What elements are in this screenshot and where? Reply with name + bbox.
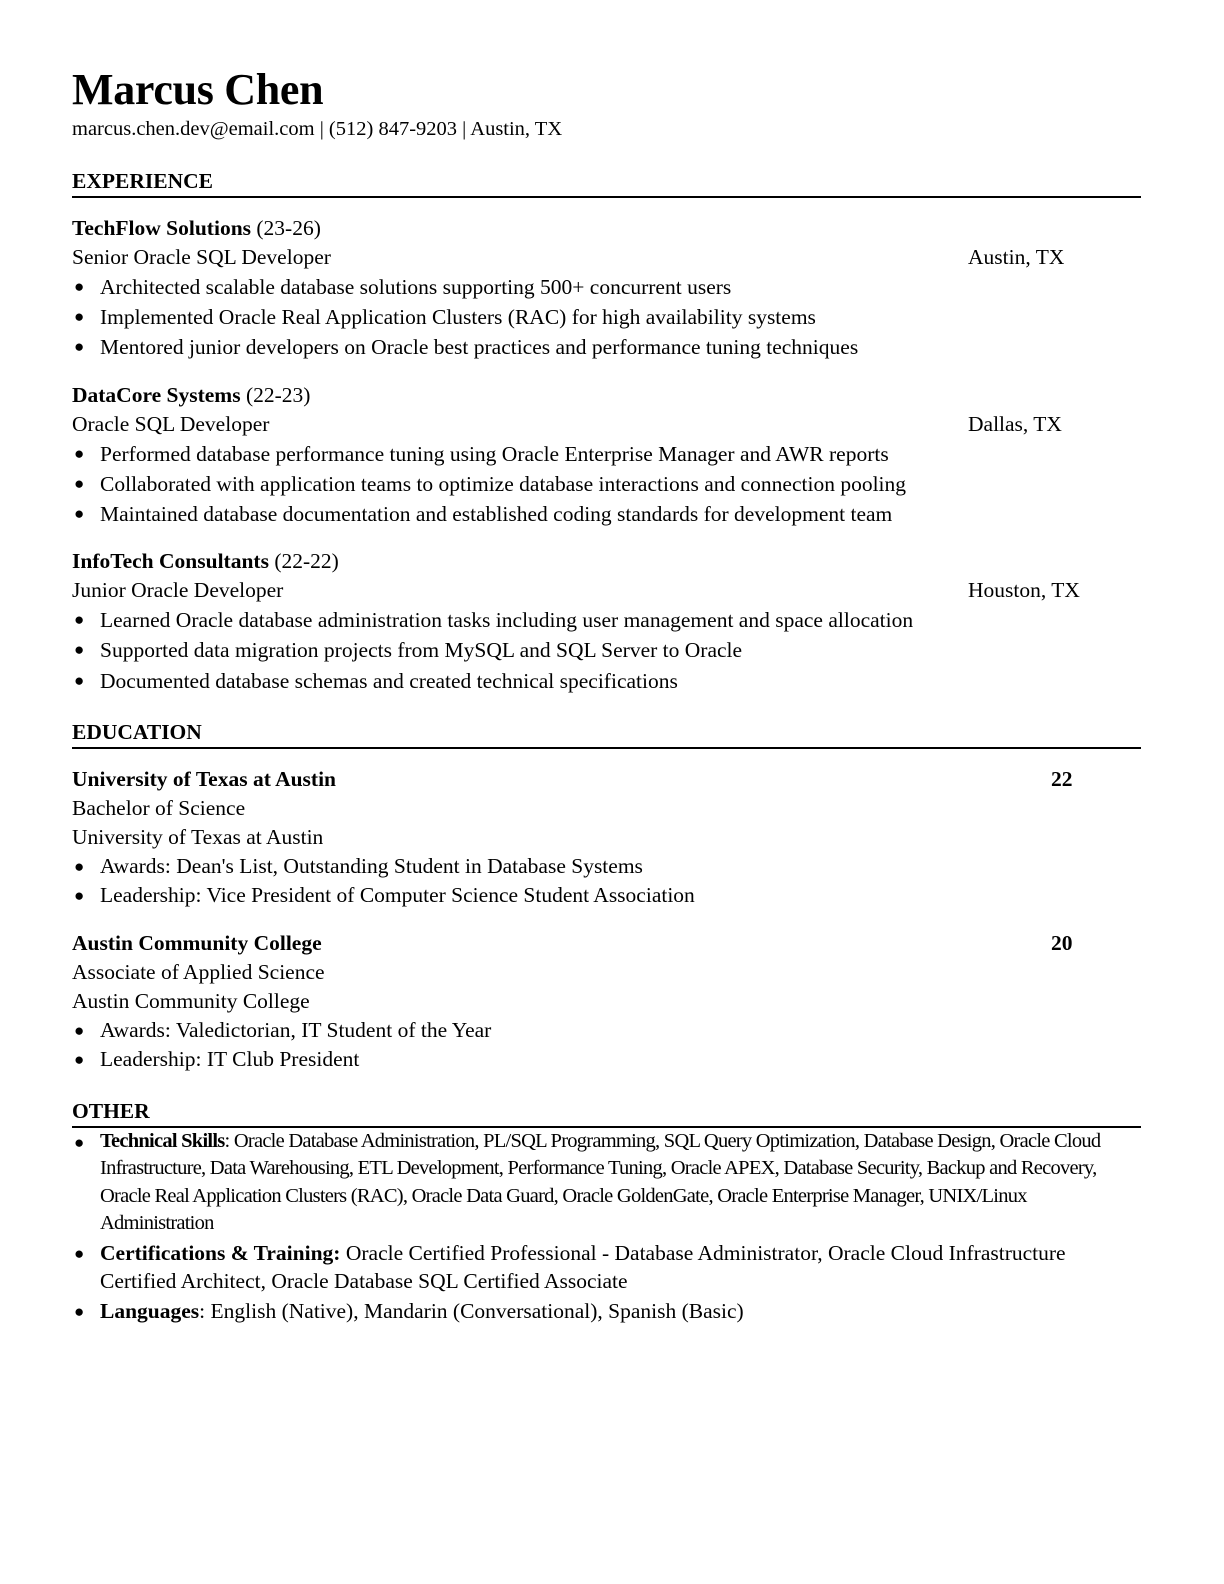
company-name: TechFlow Solutions	[72, 216, 252, 240]
graduation-year: 22	[1051, 766, 1073, 791]
technical-skills-item	[72, 1128, 1141, 1238]
bullet-icon: ●	[74, 504, 85, 524]
item-text: : English (Native), Mandarin (Conversational), Spanish (Basic)	[199, 1299, 744, 1324]
bullet-icon: ●	[74, 337, 85, 357]
education-entry	[72, 929, 1141, 1075]
bullet-icon: ●	[74, 1020, 85, 1040]
candidate-name: Marcus Chen	[72, 65, 324, 114]
bullet-icon: ●	[74, 670, 85, 690]
achievement-list	[72, 439, 1141, 530]
bullet-icon: ●	[74, 277, 85, 296]
degree: Bachelor of Science	[72, 795, 246, 820]
section-title-other: OTHER	[72, 1097, 1141, 1128]
bullet-icon: ●	[74, 856, 85, 876]
honors-list	[72, 1016, 1141, 1075]
list-item: ● Documented database schemas and created technical specifications	[72, 666, 1141, 696]
item-label: Certifications & Training:	[100, 1241, 341, 1266]
list-item: ● Maintained database documentation and established coding standards for development team	[72, 499, 1141, 529]
bullet-icon: ●	[74, 443, 85, 463]
bullet-icon: ●	[74, 610, 85, 630]
bullet-icon: ●	[74, 640, 85, 660]
list-item: ● Performed database performance tuning using Oracle Enterprise Manager and AWR reports	[72, 439, 1141, 469]
job-location: Austin, TX	[968, 245, 1065, 269]
bullet-icon: ●	[74, 1132, 85, 1152]
list-item: ● Awards: Valedictorian, IT Student of the Year	[72, 1016, 1141, 1046]
achievement-list	[72, 272, 1141, 363]
list-item: ● Architected scalable database solutions supporting 500+ concurrent users	[72, 272, 1141, 302]
degree: Associate of Applied Science	[72, 959, 325, 984]
experience-entry	[72, 547, 1141, 696]
job-title: Junior Oracle Developer	[72, 578, 284, 603]
languages-item	[72, 1297, 1141, 1325]
bullet-icon: ●	[74, 307, 85, 327]
institution: Austin Community College	[72, 988, 310, 1013]
list-item: ● Leadership: IT Club President	[72, 1045, 1141, 1075]
achievement-list	[72, 605, 1141, 696]
item-text: Oracle Certified Professional - Database Administrator, Oracle Cloud Infrastructure Certified Architect, Oracle Database SQL Certified Associate	[100, 1241, 1066, 1294]
item-text: : Oracle Database Administration, PL/SQL Programming, SQL Query Optimization, Database Design, Oracle Cloud Infrastructure, Data Warehousing, ETL Development, Performance Tuning, Oracle APEX, Database Security, Backup and Recovery, Oracle Real Application Clusters (RAC), Oracle Data Guard, Oracle GoldenGate, Oracle Enterprise Manager, UNIX/Linux Administration	[100, 1129, 1101, 1235]
section-title-education: EDUCATION	[72, 718, 1141, 749]
job-title: Senior Oracle SQL Developer	[72, 245, 331, 269]
other-list	[72, 1128, 1141, 1326]
school-name: Austin Community College	[72, 930, 322, 955]
list-item: ● Awards: Dean's List, Outstanding Student in Database Systems	[72, 852, 1141, 882]
institution: University of Texas at Austin	[72, 824, 324, 849]
bullet-icon: ●	[74, 473, 85, 493]
bullet-icon: ●	[74, 886, 85, 906]
bullet-icon: ●	[74, 1050, 85, 1070]
company-name: InfoTech Consultants	[72, 549, 269, 574]
certifications-item	[72, 1239, 1141, 1295]
resume-page	[72, 66, 1141, 1325]
experience-entry	[72, 214, 1141, 363]
bullet-icon: ●	[74, 1244, 85, 1264]
section-title-experience: EXPERIENCE	[72, 167, 1141, 198]
list-item: ● Learned Oracle database administration tasks including user management and space allocation	[72, 605, 1141, 635]
employment-dates: (23-26)	[251, 216, 321, 240]
bullet-icon: ●	[74, 1302, 85, 1322]
list-item: ● Supported data migration projects from MySQL and SQL Server to Oracle	[72, 635, 1141, 665]
item-label: Languages	[100, 1299, 200, 1324]
list-item: ● Collaborated with application teams to optimize database interactions and connection pooling	[72, 469, 1141, 499]
job-location: Houston, TX	[968, 578, 1080, 603]
employment-dates: (22-23)	[240, 382, 311, 407]
school-name: University of Texas at Austin	[72, 766, 337, 791]
contact-line: marcus.chen.dev@email.com | (512) 847-9203 | Austin, TX	[72, 118, 563, 140]
employment-dates: (22-22)	[268, 549, 339, 574]
education-entry	[72, 765, 1141, 911]
company-name: DataCore Systems	[72, 382, 241, 407]
list-item: ● Mentored junior developers on Oracle best practices and performance tuning techniques	[72, 332, 1141, 362]
list-item: ● Leadership: Vice President of Computer Science Student Association	[72, 881, 1141, 911]
job-location: Dallas, TX	[968, 411, 1062, 436]
graduation-year: 20	[1051, 930, 1073, 955]
item-label: Technical Skills	[100, 1129, 225, 1152]
list-item: ● Implemented Oracle Real Application Clusters (RAC) for high availability systems	[72, 302, 1141, 332]
honors-list	[72, 852, 1141, 911]
experience-entry	[72, 381, 1141, 530]
job-title: Oracle SQL Developer	[72, 411, 270, 436]
